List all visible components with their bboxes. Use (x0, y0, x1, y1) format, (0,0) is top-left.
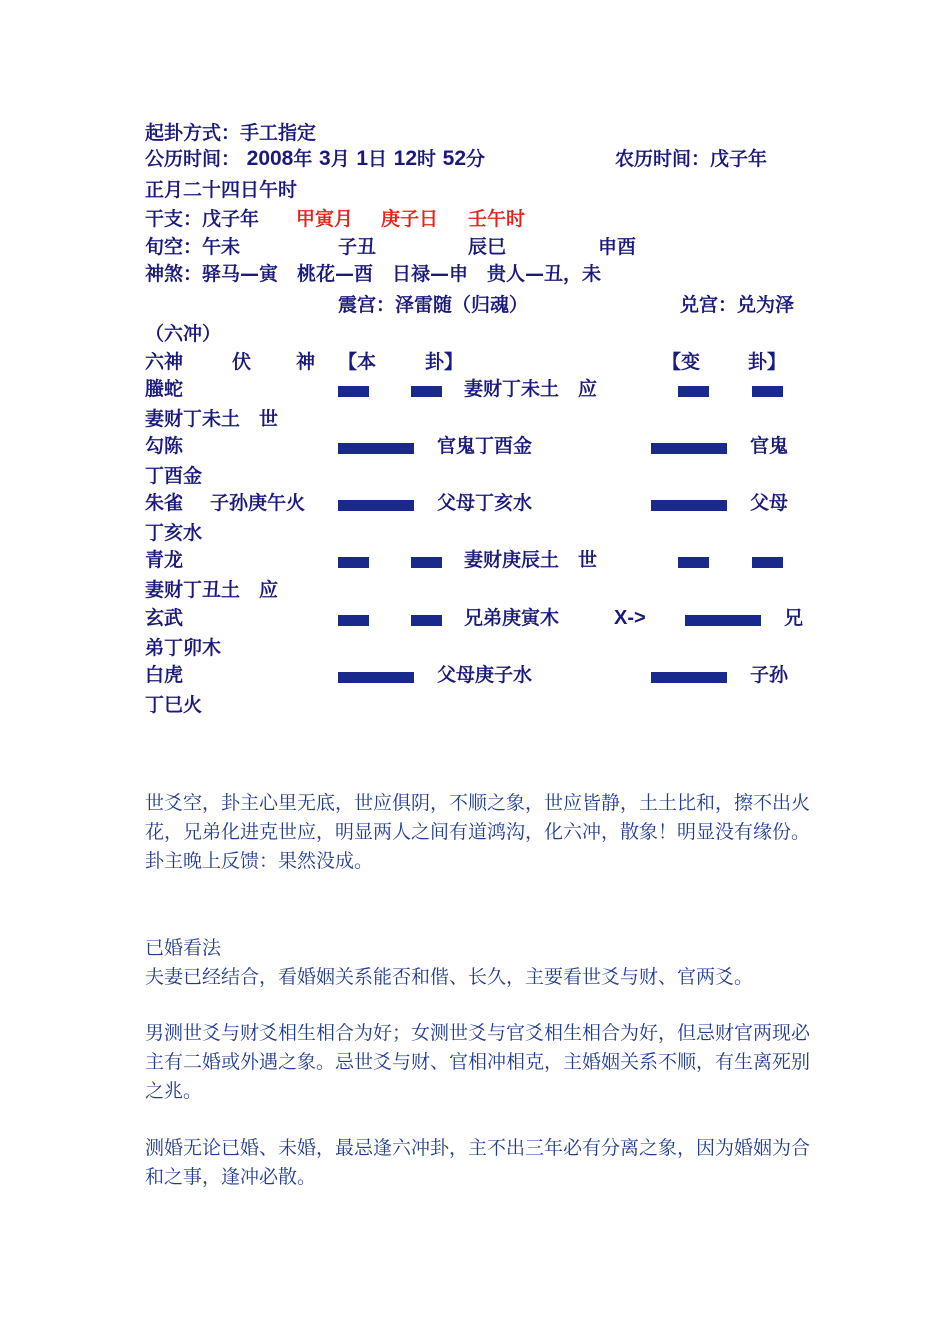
analysis-block-3 (145, 1019, 810, 1106)
line-2-bian-a: 官鬼 (750, 435, 789, 457)
solar-day: 1 (356, 147, 369, 170)
line-6-ben-yang (338, 672, 414, 683)
line-1-bian-yin-right (752, 386, 783, 397)
line-2-bian-yang (651, 443, 727, 454)
ganzhi-label: 干支： (145, 208, 203, 230)
col-ben-close: 卦】 (425, 351, 464, 373)
line-5-moving-marker: X-> (614, 607, 646, 629)
analysis-block-1 (145, 789, 810, 876)
col-liushen: 六神 (145, 351, 184, 373)
lunar-value-1: 戊子年 (710, 148, 768, 170)
feedback-paragraph: 卦主晚上反馈：果然没成。 (145, 850, 374, 872)
line-4-bian (145, 577, 278, 603)
line-1-mark: 应 (578, 378, 598, 400)
minute-unit: 分 (466, 148, 486, 170)
lunar-time-cont: 正月二十四日午时 (145, 179, 298, 201)
line-1-god: 螣蛇 (145, 378, 184, 400)
xunkong-line (145, 234, 240, 260)
line-6-bian-b: 丁巳火 (145, 694, 203, 716)
year-unit: 年 (293, 148, 313, 170)
line-1-bian-mark: 世 (259, 408, 279, 430)
day-unit: 日 (368, 148, 388, 170)
line-1-bian (145, 406, 278, 432)
col-ben-open: 【本 (338, 351, 377, 373)
changed-palace: 兑宫：兑为泽 (680, 294, 795, 316)
shensha-line (145, 261, 601, 287)
col-shen: 神 (296, 351, 316, 373)
analysis-block-4 (145, 1134, 810, 1192)
line-3-god: 朱雀 (145, 492, 184, 514)
line-6-bian-yang (651, 672, 727, 683)
line-6-ben: 父母庚子水 (437, 664, 533, 686)
solar-month: 3 (319, 147, 331, 170)
line-5-bian-a: 兄 (784, 607, 804, 629)
line-3-fu: 子孙庚午火 (210, 492, 306, 514)
line-2-ben: 官鬼丁酉金 (437, 435, 533, 457)
analysis-paragraph: 世爻空，卦主心里无底，世应俱阴，不顺之象，世应皆静，土土比和，擦不出火花，兄弟化进克世应，明显两人之间有道鸿沟，化六冲，散象！明显没有缘份。 (145, 792, 811, 843)
line-5-ben: 兄弟庚寅木 (464, 607, 560, 629)
married-paragraph: 夫妻已经结合，看婚姻关系能否和偕、长久，主要看世爻与财、官两爻。 (145, 966, 754, 988)
line-3-bian-yang (651, 500, 727, 511)
col-bian-open: 【变 (662, 351, 701, 373)
line-2-god: 勾陈 (145, 435, 184, 457)
method-line (145, 120, 316, 146)
gender-paragraph: 男测世爻与财爻相生相合为好；女测世爻与官爻相生相合为好，但忌财官两现必主有二婚或外遇之象。忌世爻与财、官相冲相克，主婚姻关系不顺，有生离死别之兆。 (145, 1022, 811, 1102)
solar-time-line (145, 146, 485, 172)
line-1-bian-yin-left (678, 386, 709, 397)
ganzhi-month: 甲寅月 (296, 208, 354, 230)
line-1-bian-text: 妻财丁未土 (145, 408, 241, 430)
solar-minute: 52 (442, 147, 467, 170)
xunkong-hour: 申酉 (598, 236, 637, 258)
line-3-bian-a: 父母 (750, 492, 789, 514)
ganzhi-hour: 壬午时 (468, 208, 526, 230)
solar-label: 公历时间： (145, 148, 241, 170)
line-4-ben-yin-right (411, 557, 442, 568)
analysis-block-2 (145, 934, 810, 992)
line-2-bian-b: 丁酉金 (145, 465, 203, 487)
xunkong-month: 子丑 (338, 236, 377, 258)
line-4-mark: 世 (578, 549, 598, 571)
method-label: 起卦方式： (145, 122, 241, 144)
line-3-ben: 父母丁亥水 (437, 492, 533, 514)
shensha-text: 驿马—寅 桃花—酉 日禄—申 贵人—丑，未 (202, 263, 602, 285)
xunkong-year: 午未 (202, 236, 241, 258)
ganzhi-line (145, 206, 259, 232)
line-5-bian-yang (685, 615, 761, 626)
line-5-bian-b: 弟丁卯木 (145, 637, 222, 659)
line-4-bian-mark: 应 (259, 579, 279, 601)
shensha-label: 神煞： (145, 263, 203, 285)
line-1-ben-text: 妻财丁未土 (464, 378, 560, 400)
xunkong-day: 辰巳 (468, 236, 507, 258)
solar-year: 2008 (246, 147, 294, 170)
ganzhi-year: 戊子年 (202, 208, 260, 230)
line-4-bian-yin-left (678, 557, 709, 568)
changed-palace-note: （六冲） (145, 323, 222, 345)
line-6-bian-a: 子孙 (750, 664, 789, 686)
method-value: 手工指定 (240, 122, 317, 144)
line-4-ben-text: 妻财庚辰土 (464, 549, 560, 571)
ganzhi-day: 庚子日 (381, 208, 439, 230)
col-bian-close: 卦】 (748, 351, 787, 373)
xunkong-label: 旬空： (145, 236, 203, 258)
line-2-ben-yang (338, 443, 414, 454)
col-fu: 伏 (232, 351, 252, 373)
lunar-time (615, 146, 767, 172)
line-5-god: 玄武 (145, 607, 184, 629)
liuchong-paragraph: 测婚无论已婚、未婚，最忌逢六冲卦，主不出三年必有分离之象，因为婚姻为合和之事，逢冲必散。 (145, 1137, 811, 1188)
line-3-bian-b: 丁亥水 (145, 522, 203, 544)
main-palace: 震宫：泽雷随（归魂） (338, 294, 529, 316)
line-3-ben-yang (338, 500, 414, 511)
line-4-ben-yin-left (338, 557, 369, 568)
line-1-ben-yin-left (338, 386, 369, 397)
line-4-god: 青龙 (145, 549, 184, 571)
line-5-ben-yin-left (338, 615, 369, 626)
line-4-ben (464, 547, 597, 573)
line-4-bian-text: 妻财丁丑土 (145, 579, 241, 601)
month-unit: 月 (330, 148, 350, 170)
line-1-ben-yin-right (411, 386, 442, 397)
line-1-ben (464, 376, 597, 402)
line-4-bian-yin-right (752, 557, 783, 568)
lunar-label: 农历时间： (615, 148, 711, 170)
line-5-ben-yin-right (411, 615, 442, 626)
married-heading: 已婚看法 (145, 937, 222, 959)
solar-hour: 12 (393, 147, 418, 170)
hour-unit: 时 (417, 148, 437, 170)
line-6-god: 白虎 (145, 664, 184, 686)
